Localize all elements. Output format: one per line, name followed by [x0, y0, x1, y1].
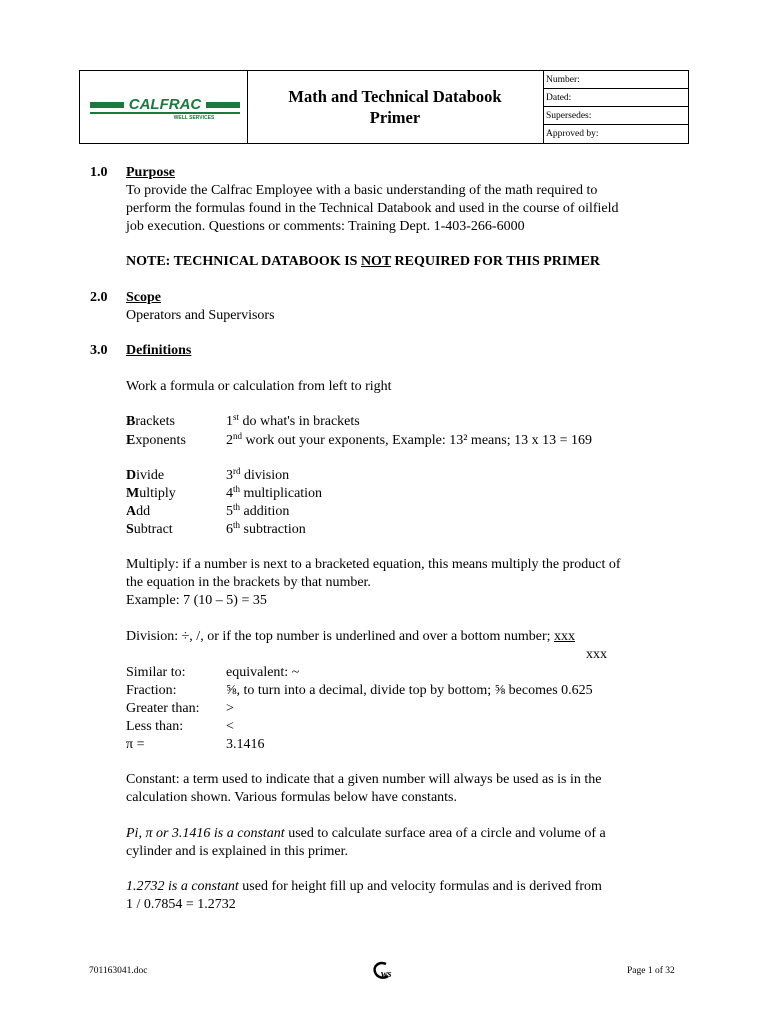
multiply-example: Example: 7 (10 – 5) = 35	[126, 593, 267, 608]
section-2-number: 2.0	[90, 290, 108, 305]
multiply-line-2: the equation in the brackets by that number.	[126, 575, 371, 590]
c-constant-line-2: 1 / 0.7854 = 1.2732	[126, 897, 236, 912]
definitions-intro: Work a formula or calculation from left to right	[126, 379, 392, 394]
c-constant-line-1: 1.2732 is a constant used for height fill up and velocity formulas and is derived from	[126, 879, 602, 894]
svg-text:ws: ws	[381, 969, 392, 980]
purpose-line-2: perform the formulas found in the Technical Databook and used in the course of oilfield	[126, 201, 619, 216]
section-1-number: 1.0	[90, 165, 108, 180]
order-term: Exponents	[126, 433, 186, 448]
constant-line-2: calculation shown. Various formulas below have constants.	[126, 790, 458, 805]
multiply-line-1: Multiply: if a number is next to a bracketed equation, this means multiply the product of	[126, 557, 621, 572]
pi-constant-line-1: Pi, π or 3.1416 is a constant used to calculate surface area of a circle and volume of a	[126, 826, 606, 841]
footer-doc-name: 701163041.doc	[89, 966, 148, 976]
division-bottom: xxx	[586, 647, 607, 662]
section-3-title: Definitions	[126, 343, 192, 358]
term-label: Greater than:	[126, 701, 200, 716]
note-text-not: NOT	[360, 254, 392, 269]
document-title	[247, 71, 544, 143]
meta-dated: Dated:	[543, 89, 688, 107]
title-line-1: Math and Technical Databook	[288, 87, 502, 106]
svg-text:CALFRAC: CALFRAC	[128, 96, 202, 113]
section-3-number: 3.0	[90, 343, 108, 358]
term-label: Less than:	[126, 719, 184, 734]
note-line	[126, 253, 600, 271]
document-header	[79, 70, 689, 144]
purpose-line-3: job execution. Questions or comments: Training Dept. 1-403-266-6000	[126, 219, 525, 234]
footer-page-number: Page 1 of 32	[627, 966, 675, 976]
note-text-c: REQUIRED FOR THIS PRIMER	[391, 254, 601, 269]
term-value: >	[226, 701, 234, 716]
order-desc: 3rd division	[226, 466, 290, 483]
term-value: <	[226, 719, 234, 734]
division-line: Division: ÷, /, or if the top number is underlined and over a bottom number; xxx	[126, 629, 575, 644]
order-term: Divide	[126, 468, 165, 483]
title-line-2: Primer	[369, 108, 421, 127]
logo-cell	[80, 71, 248, 143]
term-label: Similar to:	[126, 665, 186, 680]
order-desc: 6th subtraction	[226, 520, 306, 537]
scope-text: Operators and Supervisors	[126, 308, 275, 323]
order-term: Multiply	[126, 486, 176, 501]
purpose-line-1: To provide the Calfrac Employee with a basic understanding of the math required to	[126, 183, 598, 198]
term-label: π =	[126, 737, 145, 752]
order-desc: 4th multiplication	[226, 484, 323, 501]
cws-logo-icon	[372, 960, 398, 982]
calfrac-logo	[90, 93, 240, 121]
term-value: equivalent: ~	[226, 665, 300, 680]
section-2-title: Scope	[126, 290, 161, 305]
term-value: ⅝, to turn into a decimal, divide top by bottom; ⅝ becomes 0.625	[226, 683, 593, 698]
order-term: Add	[126, 504, 151, 519]
term-label: Fraction:	[126, 683, 177, 698]
pi-constant-line-2: cylinder and is explained in this primer.	[126, 844, 349, 859]
meta-supersedes: Supersedes:	[543, 107, 688, 125]
document-meta	[543, 71, 688, 143]
order-term: Brackets	[126, 414, 175, 429]
order-desc: 2nd work out your exponents, Example: 13² means; 13 x 13 = 169	[226, 431, 592, 448]
meta-approved-by: Approved by:	[546, 129, 599, 139]
constant-line-1: Constant: a term used to indicate that a given number will always be used as is in the	[126, 772, 602, 787]
svg-text:WELL SERVICES: WELL SERVICES	[173, 115, 215, 121]
order-term: Subtract	[126, 522, 173, 537]
term-value: 3.1416	[226, 737, 265, 752]
section-1-title: Purpose	[126, 165, 175, 180]
note-text-a: NOTE: TECHNICAL DATABOOK IS	[126, 254, 361, 269]
meta-number: Number:	[543, 71, 688, 89]
order-desc: 5th addition	[226, 502, 290, 519]
order-desc: 1st do what's in brackets	[226, 412, 360, 429]
